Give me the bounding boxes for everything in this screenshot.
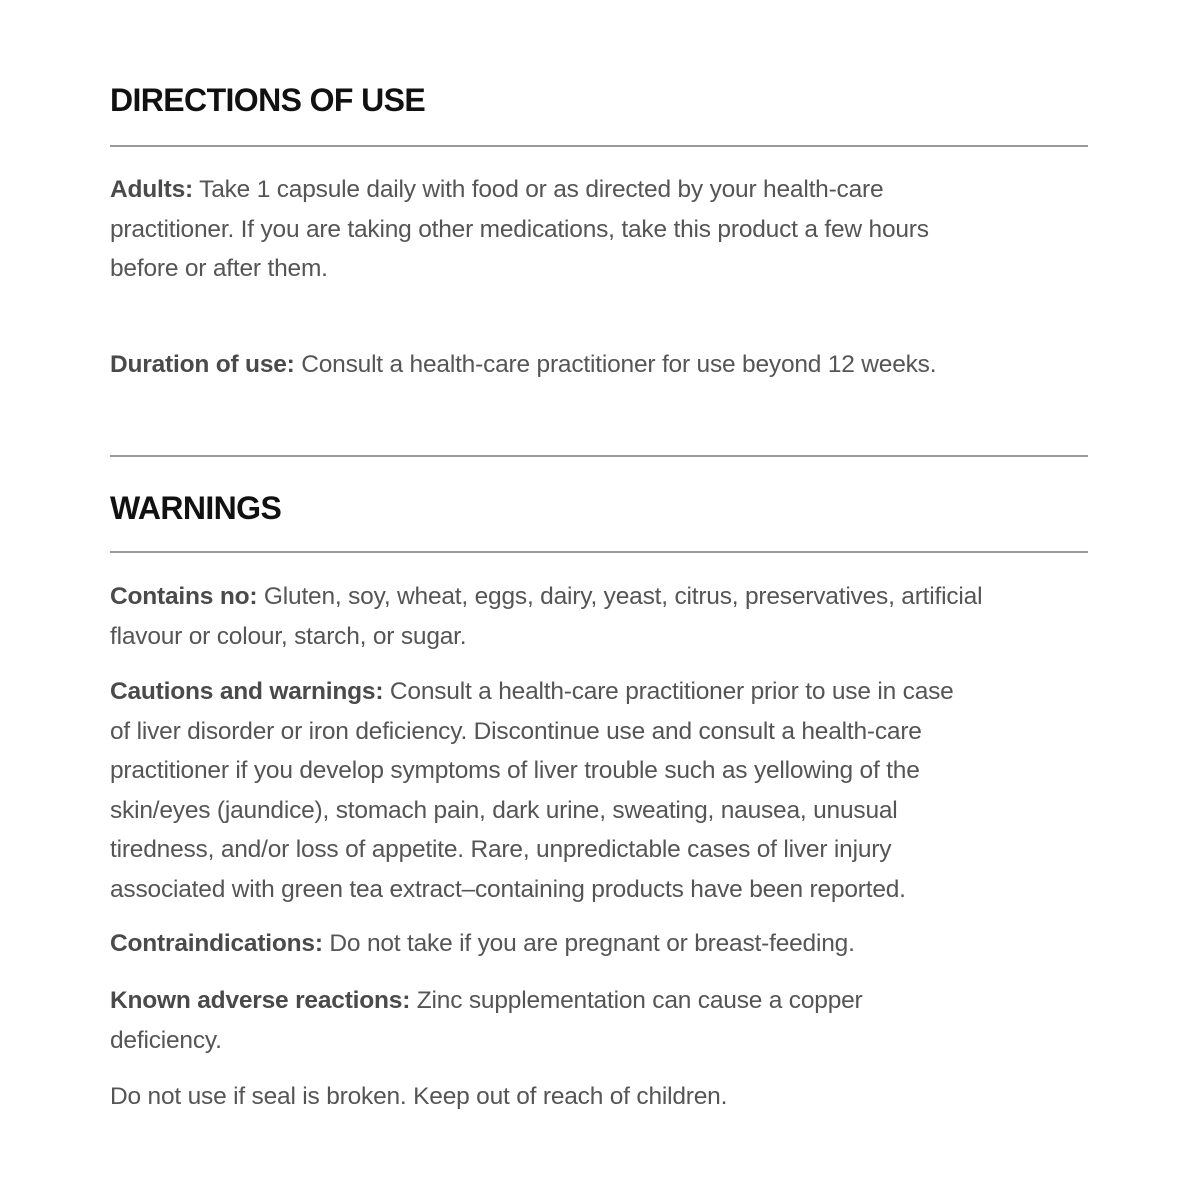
adults-paragraph <box>110 170 929 289</box>
divider <box>110 455 1088 457</box>
contains-paragraph <box>110 577 982 656</box>
contains-text: Gluten, soy, wheat, eggs, dairy, yeast, citrus, preservatives, artificial <box>257 583 983 610</box>
adverse-reactions-text: Zinc supplementation can cause a copper <box>410 987 863 1014</box>
adults-text: before or after them. <box>110 255 328 283</box>
cautions-text: tiredness, and/or loss of appetite. Rare, unpredictable cases of liver injury <box>110 836 892 864</box>
adverse-reactions-paragraph <box>110 981 863 1060</box>
cautions-text: of liver disorder or iron deficiency. Discontinue use and consult a health-care <box>110 717 922 745</box>
duration-text: Consult a health-care practitioner for use beyond 12 weeks. <box>294 351 937 378</box>
contraindications-text: Do not take if you are pregnant or breast-feeding. <box>322 930 855 957</box>
contraindications-paragraph <box>110 924 855 964</box>
cautions-text: Consult a health-care practitioner prior to use in case <box>383 678 954 705</box>
adults-text: practitioner. If you are taking other medications, take this product a few hours <box>110 215 929 243</box>
final-warning: Do not use if seal is broken. Keep out of reach of children. <box>110 1083 728 1110</box>
contains-text: flavour or colour, starch, or sugar. <box>110 622 467 650</box>
adults-label: Adults: <box>110 176 193 203</box>
adverse-reactions-text: deficiency. <box>110 1026 222 1054</box>
cautions-paragraph <box>110 672 954 910</box>
adverse-reactions-label: Known adverse reactions: <box>110 987 411 1014</box>
contains-label: Contains no: <box>110 583 258 610</box>
adults-text: Take 1 capsule daily with food or as directed by your health-care <box>192 176 884 203</box>
cautions-text: associated with green tea extract–containing products have been reported. <box>110 875 906 903</box>
cautions-label: Cautions and warnings: <box>110 678 384 705</box>
duration-paragraph <box>110 345 936 385</box>
contraindications-label: Contraindications: <box>110 930 323 957</box>
cautions-text: practitioner if you develop symptoms of liver trouble such as yellowing of the <box>110 757 920 785</box>
divider <box>110 145 1088 147</box>
cautions-text: skin/eyes (jaundice), stomach pain, dark urine, sweating, nausea, unusual <box>110 796 898 824</box>
duration-label: Duration of use: <box>110 351 295 378</box>
directions-heading: DIRECTIONS OF USE <box>110 82 426 118</box>
warnings-heading: WARNINGS <box>110 490 282 526</box>
divider <box>110 551 1088 553</box>
